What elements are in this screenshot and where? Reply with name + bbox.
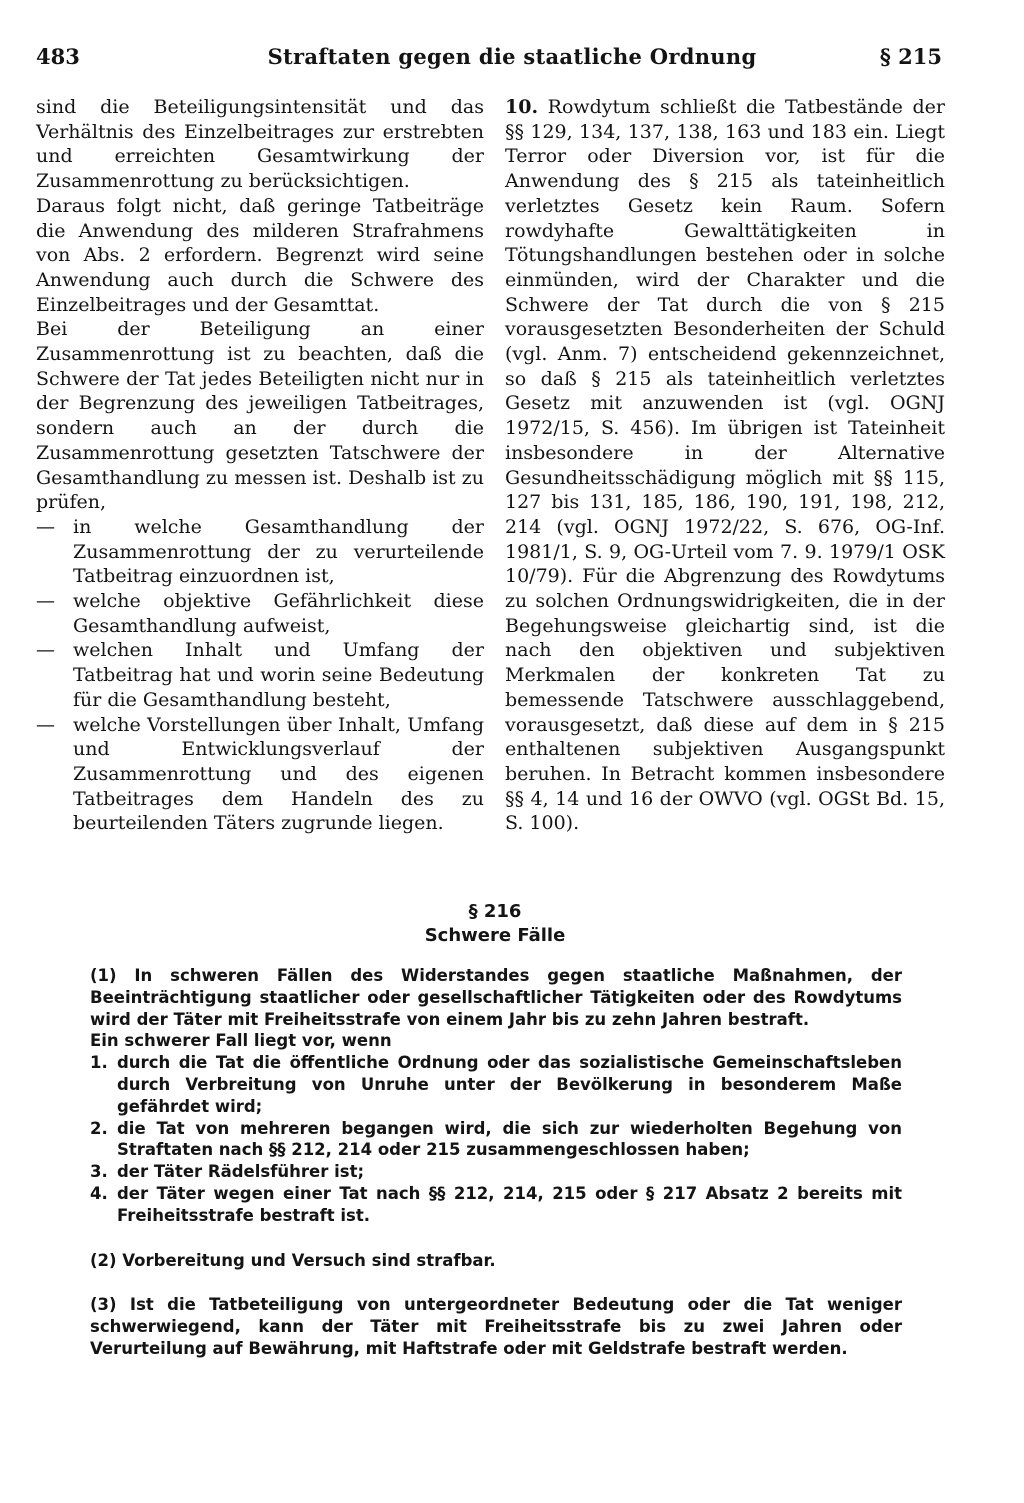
annotation-10 <box>505 95 945 836</box>
dash-marker: — <box>36 515 55 538</box>
numbered-item <box>90 1118 902 1162</box>
item-text: durch die Tat die öffentliche Ordnung oder das sozialistische Gemeinschaftsleben durch Verbreitung von Unruhe unter der Bevölkerung in besonderem Maße gefährdet wird; <box>117 1053 902 1116</box>
statute-text <box>90 965 902 1360</box>
dash-list-item-text: welchen Inhalt und Umfang der Tatbeitrag hat und worin seine Bedeutung für die Gesamthandlung besteht, <box>73 639 484 711</box>
item-text: der Täter Rädelsführer ist; <box>117 1162 365 1182</box>
right-column <box>505 95 945 836</box>
dash-list-item <box>36 589 484 638</box>
section-216-heading <box>0 900 990 948</box>
dash-list-item <box>36 638 484 712</box>
item-number: 1. <box>90 1053 108 1073</box>
dash-marker: — <box>36 713 55 736</box>
annotation-text: Rowdytum schließt die Tatbestände der §§ 129, 134, 137, 138, 163 und 183 ein. Liegt Terror oder Diversion vor, ist für die Anwendung des § 215 als tateinheitlich verletztes Gesetz kein Raum. Sofern rowdyhafte Gewalttätigkeiten in Tötungshandlungen bestehen oder in solche einmünden, wird der Charakter und die Schwere der Tat durch die von § 215 vorausgesetzten Besonderheiten der Schuld (vgl. Anm. 7) entscheidend gekennzeichnet, so daß § 215 als tateinheitlich verletztes Gesetz mit anzuwenden ist (vgl. OGNJ 1972/15, S. 456). Im übrigen ist Tateinheit insbesondere in der Alternative Gesundheitsschädigung möglich mit §§ 115, 127 bis 131, 185, 186, 190, 191, 198, 212, 214 (vgl. OGNJ 1972/22, S. 676, OG-Inf. 1981/1, S. 9, OG-Urteil vom 7. 9. 1979/1 OSK 10/79). Für die Abgrenzung des Rowdytums zu solchen Ordnungswidrigkeiten, die in der Begehungsweise gleichartig sind, ist die nach den objektiven und subjektiven Merkmalen der konkreten Tat zu bemessende Tatschwere ausschlaggebend, vorausgesetzt, daß diese auf dem in § 215 enthaltenen subjektiven Ausgangspunkt beruhen. In Betracht kommen insbesondere §§ 4, 14 und 16 der OWVO (vgl. OGSt Bd. 15, S. 100). <box>505 96 945 835</box>
left-paragraph-2: Daraus folgt nicht, daß geringe Tatbeiträge die Anwendung des milderen Strafrahmens von Abs. 2 erfordern. Begrenzt wird seine Anwendung auch durch die Schwere des Einzelbeitrages und der Gesamttat. <box>36 194 484 316</box>
dash-list-item-text: welche objektive Gefährlichkeit diese Gesamthandlung aufweist, <box>73 590 484 637</box>
paragraph-3: (3) Ist die Tatbeteiligung von untergeordneter Bedeutung oder die Tat weniger schwerwiegend, kann der Täter mit Freiheitsstrafe bis zu zwei Jahren oder Verurteilung auf Bewährung, mit Haftstrafe oder mit Geldstrafe bestraft werden. <box>90 1295 902 1358</box>
section-marker: § 215 <box>879 44 942 69</box>
left-paragraph-3: Bei der Beteiligung an einer Zusammenrottung ist zu beachten, daß die Schwere der Tat jedes Beteiligten nicht nur in der Begrenzung des jeweiligen Tatbeitrages, sondern auch an der durch die Zusammenrottung gesetzten Tatschwere der Gesamthandlung zu messen ist. Deshalb ist zu prüfen, <box>36 318 484 514</box>
spacer <box>90 1271 902 1294</box>
page-number: 483 <box>36 44 80 69</box>
item-number: 3. <box>90 1162 108 1182</box>
left-column <box>36 95 484 836</box>
chapter-title: Straftaten gegen die staatliche Ordnung <box>267 44 757 69</box>
annotation-number: 10. <box>505 96 539 118</box>
dash-list-item-text: welche Vorstellungen über Inhalt, Umfang und Entwicklungsverlauf der Zusammenrottung und des eigenen Tatbeitrages dem Handeln des zu beurteilenden Täters zugrunde liegen. <box>73 713 484 835</box>
section-number: § 216 <box>468 901 522 922</box>
numbered-item <box>90 1183 902 1227</box>
dash-list-item-text: in welche Gesamthandlung der Zusammenrottung der zu verurteilende Tatbeitrag einzuordnen ist, <box>73 515 484 588</box>
dash-marker: — <box>36 639 55 662</box>
item-text: der Täter wegen einer Tat nach §§ 212, 214, 215 oder § 217 Absatz 2 bereits mit Freiheitsstrafe bestraft ist. <box>117 1183 902 1225</box>
item-number: 2. <box>90 1118 108 1138</box>
paragraph-2: (2) Vorbereitung und Versuch sind strafbar. <box>90 1250 496 1270</box>
section-title: Schwere Fälle <box>424 925 566 946</box>
numbered-item <box>90 1052 902 1117</box>
spacer <box>90 1227 902 1250</box>
paragraph-1: (1) In schweren Fällen des Widerstandes gegen staatliche Maßnahmen, der Beeinträchtigung staatlicher oder gesellschaftlicher Tätigkeiten oder des Rowdytums wird der Täter mit Freiheitsstrafe von einem Jahr bis zu zehn Jahren bestraft. <box>90 966 902 1029</box>
item-text: die Tat von mehreren begangen wird, die sich zur wiederholten Begehung von Straftaten nach §§ 212, 214 oder 215 zusammengeschlossen haben; <box>117 1118 902 1160</box>
dash-list-item <box>36 515 484 589</box>
running-header <box>0 44 1024 78</box>
item-number: 4. <box>90 1183 108 1203</box>
left-paragraph-1: sind die Beteiligungsintensität und das Verhältnis des Einzelbeitrages zur erstrebten und erreichten Gesamtwirkung der Zusammenrottung zu berücksichtigen. <box>36 96 484 193</box>
numbered-item <box>90 1161 902 1183</box>
dash-marker: — <box>36 590 55 613</box>
dash-list-item <box>36 713 484 837</box>
case-intro: Ein schwerer Fall liegt vor, wenn <box>90 1031 392 1051</box>
